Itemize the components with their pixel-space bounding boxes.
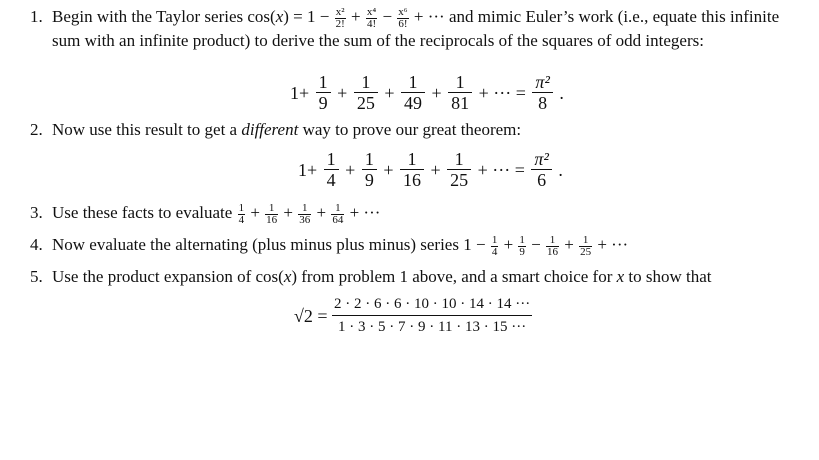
equation-odd-squares: 1+ $\frac{1}{9}$ + $\frac{1}{25}$ + $\frac{1}{49}$ + $\frac{1}{81}$ + ··· = $\frac{\text{π²}}{8}$ . [290,72,564,113]
problem-4 [30,234,800,258]
fraction: $\frac{1}{4}$ [238,201,245,226]
sqrt2-lhs: √2 = [294,305,328,326]
fraction: $\frac{1}{81}$ [448,72,472,113]
fraction: $\frac{1}{49}$ [401,72,425,113]
taylor-term-x4: $\frac{\text{x⁴}}{4!}$ [366,5,377,30]
rhs-fraction: $\frac{\text{π²}}{6}$ [531,149,551,190]
fraction: $\frac{1}{9}$ [519,233,525,258]
fraction: $\frac{1}{25}$ [354,72,378,113]
problem-5 [30,266,800,288]
problem-text: Begin with the Taylor series cos(x) = 1 − $\frac{\text{x²}}{2!}$ + $\frac{\text{x⁴}}{4!}$ − $\frac{\text{x⁶}}{6!}$ + ··· and mimic Euler’s work (i.e., equate this infinite sum with an infinite product) to derive the sum of the reciprocals of the squares of odd integers: [52,5,780,50]
fraction: $\frac{1}{4}$ [491,233,498,258]
fraction: $\frac{1}{64}$ [332,201,344,226]
problem-text: Now evaluate the alternating (plus minus plus minus) series 1 − $\frac{1}{4}$ + $\frac{1}{9}$ − $\frac{1}{16}$ + $\frac{1}{25}$ + ··· [52,233,629,258]
product-denominator: 1 · 3 · 5 · 7 · 9 · 11 · 13 · 15 ··· [338,319,527,335]
problem-number: 1. [30,7,43,26]
problem-2 [30,119,800,141]
product-numerator: 2 · 2 · 6 · 6 · 10 · 10 · 14 · 14 ··· [332,295,532,316]
fraction: $\frac{1}{4}$ [324,149,339,190]
taylor-term-x2: $\frac{\text{x²}}{2!}$ [335,5,345,30]
fraction: $\frac{1}{16}$ [400,149,424,190]
fraction: $\frac{1}{16}$ [547,233,558,258]
problem-text: Use these facts to evaluate $\frac{1}{4}$ + $\frac{1}{16}$ + $\frac{1}{36}$ + $\frac{1}{64}$ + ··· [52,201,381,226]
product-fraction [332,295,532,336]
problem-number: 4. [30,235,43,254]
taylor-term-x6: $\frac{\text{x⁶}}{6!}$ [398,5,408,30]
problem-number: 2. [30,120,43,139]
problem-text: Use the product expansion of cos(x) from problem 1 above, and a smart choice for x to show that [52,267,712,286]
problem-number: 5. [30,267,43,286]
fraction: $\frac{1}{9}$ [316,72,331,113]
fraction: $\frac{1}{36}$ [299,201,311,226]
problem-3 [30,202,800,226]
problem-number: 3. [30,203,43,222]
equation-wallis-sqrt2 [294,295,532,336]
fraction: $\frac{1}{25}$ [580,233,592,258]
problem-1 [30,6,800,52]
equation-basel: 1+ $\frac{1}{4}$ + $\frac{1}{9}$ + $\frac{1}{16}$ + $\frac{1}{25}$ + ··· = $\frac{\text{π²}}{6}$ . [298,149,563,190]
problem-text: Now use this result to get a different way to prove our great theorem: [52,120,522,139]
fraction: $\frac{1}{9}$ [362,149,377,190]
fraction: $\frac{1}{16}$ [266,201,278,226]
rhs-fraction: $\frac{\text{π²}}{8}$ [532,72,552,113]
fraction: $\frac{1}{25}$ [447,149,471,190]
